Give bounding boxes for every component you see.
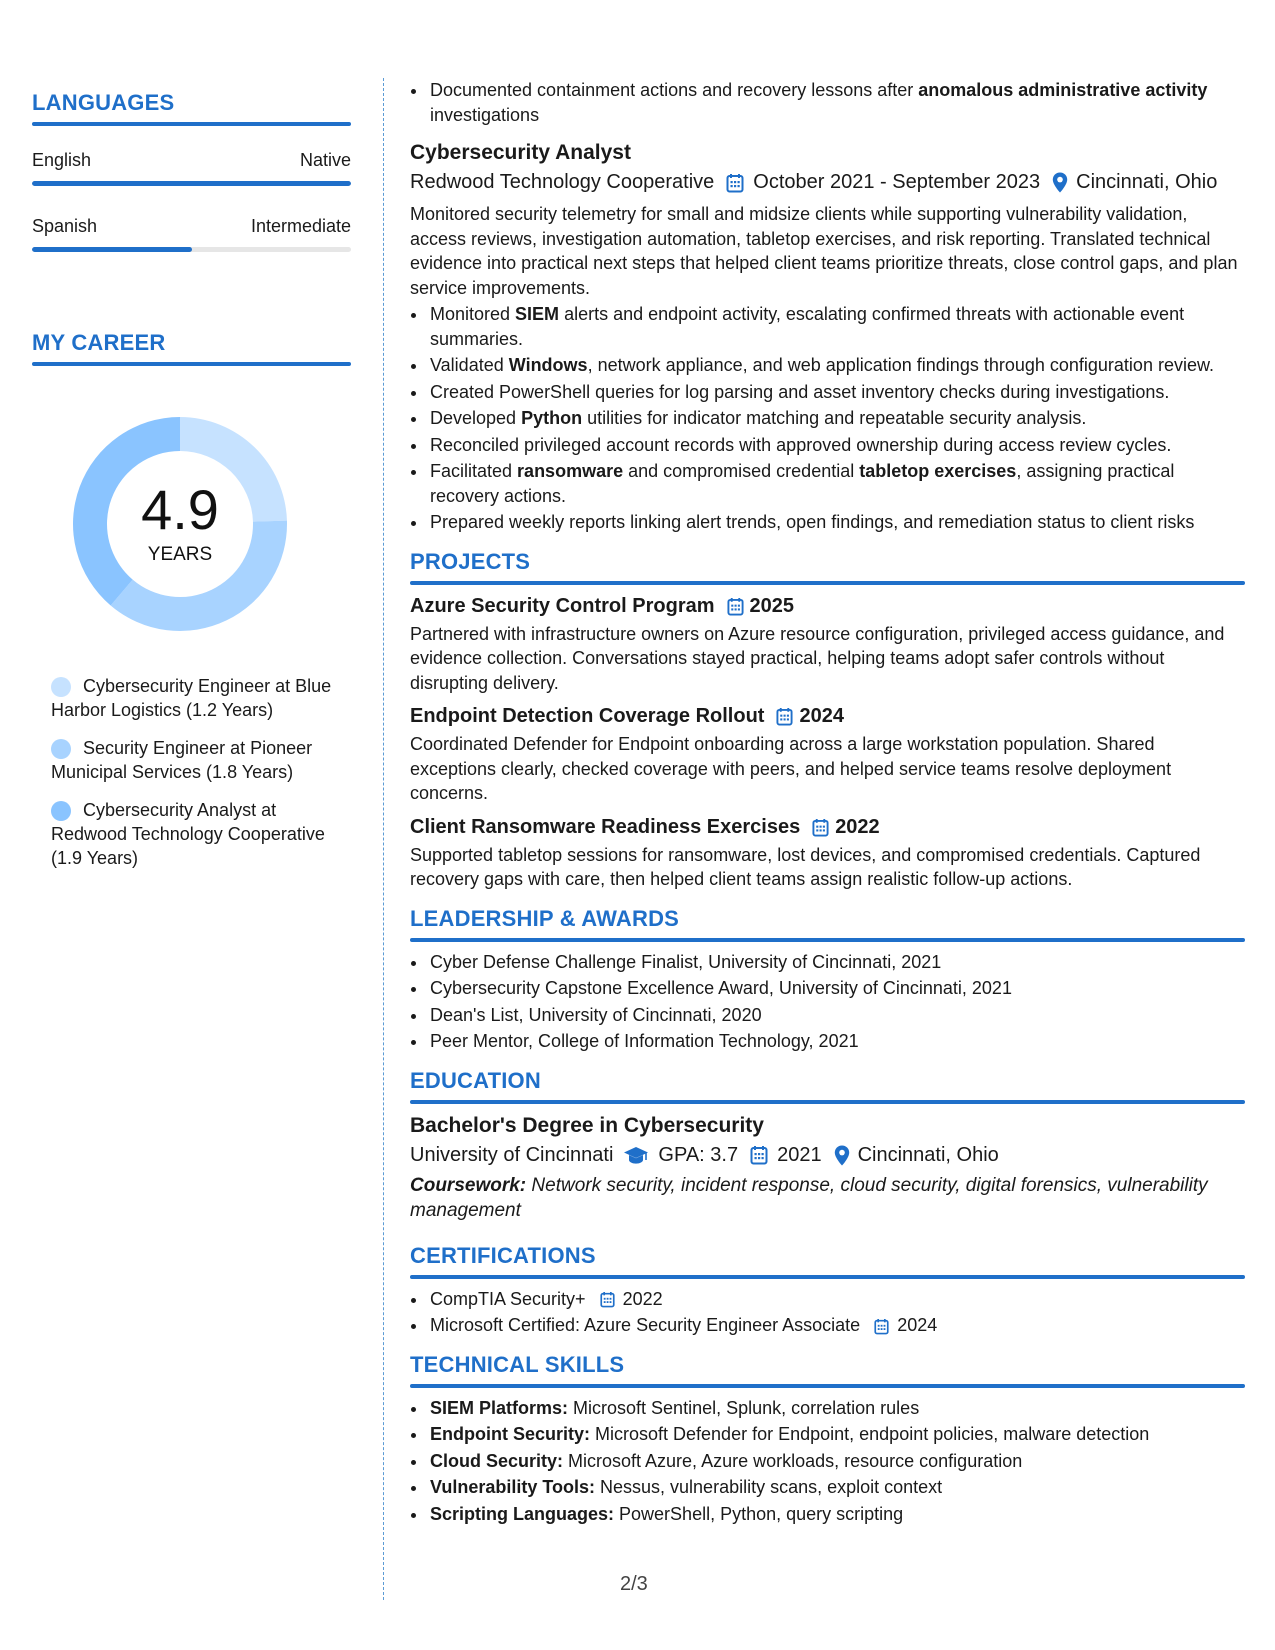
bullet-text: , assigning practical recovery actions. <box>430 461 1175 506</box>
languages-section <box>32 90 351 252</box>
bullet-bold: Windows <box>508 355 588 375</box>
language-level-fill <box>32 181 351 186</box>
legend-dot <box>51 801 71 821</box>
skill-item <box>428 1422 1245 1447</box>
skill-label: Scripting Languages: <box>430 1503 615 1524</box>
project-description: Supported tabletop sessions for ransomware, lost devices, and compromised credentials. Captured recovery gaps with care, then helped client teams assign realistic follow-up actions. <box>410 844 1201 889</box>
degree-title: Bachelor's Degree in Cybersecurity <box>410 1113 764 1137</box>
projects-title: PROJECTS <box>410 548 531 574</box>
experience-bullet <box>428 406 1245 431</box>
graduation-year: 2021 <box>777 1143 822 1166</box>
gpa: GPA: 3.7 <box>658 1143 739 1166</box>
bullet-text: Developed <box>430 408 522 428</box>
bullet-text: Facilitated <box>430 461 518 481</box>
bullet-text: Created PowerShell queries for log parsing and asset inventory checks during investigations. <box>430 381 1170 402</box>
career-legend-item <box>51 736 351 784</box>
awards-title: LEADERSHIP & AWARDS <box>410 905 680 931</box>
page-number: 2/3 <box>620 1573 648 1595</box>
career-legend-item <box>51 674 351 722</box>
project-header <box>410 705 1245 728</box>
location-pin-icon <box>834 1145 850 1166</box>
project-item <box>410 595 1245 696</box>
sidebar <box>32 90 351 884</box>
calendar-icon <box>776 707 793 726</box>
award-item: • Peer Mentor, College of Information Technology, 2021 <box>428 1029 1245 1054</box>
career-total-unit: YEARS <box>147 544 213 565</box>
language-name: Spanish <box>32 216 98 236</box>
bullet-text: investigations <box>430 104 540 125</box>
calendar-icon <box>750 1145 768 1165</box>
bullet-bold: Python <box>521 408 583 428</box>
section-rule <box>410 1100 1245 1104</box>
award-item: • Dean's List, University of Cincinnati, 2020 <box>428 1003 1245 1028</box>
project-name: Endpoint Detection Coverage Rollout <box>410 705 765 727</box>
skills-title: TECHNICAL SKILLS <box>410 1351 625 1377</box>
experience-bullet <box>428 302 1245 351</box>
bullet-bold: tabletop exercises <box>859 461 1017 481</box>
languages-title: LANGUAGES <box>32 90 175 115</box>
skills-list <box>410 1396 1245 1527</box>
previous-job-bullets <box>410 78 1245 127</box>
calendar-icon <box>726 173 744 193</box>
career-legend-label: Cybersecurity Analyst at Redwood Technology Cooperative (1.9 Years) <box>51 800 325 868</box>
education-section <box>410 1068 1245 1223</box>
bullet-text: Prepared weekly reports linking alert trends, open findings, and remediation status to client risks <box>430 512 1195 532</box>
language-level: Intermediate <box>250 216 351 236</box>
calendar-icon <box>874 1318 889 1335</box>
experience-bullet <box>428 78 1245 127</box>
section-rule <box>410 1384 1245 1388</box>
language-level: Native <box>299 150 351 170</box>
skills-section <box>410 1352 1245 1527</box>
bullet-text: Validated <box>430 355 509 375</box>
language-item <box>32 216 351 252</box>
certification-item <box>428 1313 1245 1338</box>
certifications-list <box>410 1287 1245 1338</box>
skill-item <box>428 1449 1245 1474</box>
bullet-bold: anomalous administrative activity <box>918 80 1208 100</box>
bullet-text: Reconciled privileged account records with approved ownership during access review cycles. <box>430 434 1172 455</box>
coursework-label: Coursework: <box>410 1174 527 1196</box>
certification-year: 2024 <box>897 1315 938 1335</box>
experience-bullet <box>428 510 1245 535</box>
certification-name: Microsoft Certified: Azure Security Engineer Associate <box>430 1315 861 1335</box>
main-column <box>410 78 1245 1528</box>
project-name: Azure Security Control Program <box>410 594 715 617</box>
skill-item <box>428 1502 1245 1527</box>
certifications-section <box>410 1243 1245 1338</box>
project-header <box>410 816 1245 839</box>
experience-bullet <box>428 380 1245 405</box>
section-rule <box>410 581 1245 585</box>
language-item <box>32 150 351 186</box>
language-name: English <box>32 150 92 170</box>
projects-section <box>410 549 1245 892</box>
experience-bullet <box>428 433 1245 458</box>
calendar-icon <box>727 597 744 616</box>
certification-year: 2022 <box>622 1288 663 1309</box>
certifications-title: CERTIFICATIONS <box>410 1242 596 1268</box>
location-pin-icon <box>1052 172 1068 193</box>
bullet-text: , network appliance, and web application findings through configuration review. <box>587 355 1214 375</box>
section-rule <box>410 938 1245 942</box>
career-legend-label: Security Engineer at Pioneer Municipal Services (1.8 Years) <box>51 738 313 782</box>
section-rule <box>32 122 351 126</box>
project-header <box>410 595 1245 618</box>
career-legend-item <box>51 798 351 870</box>
bullet-text: alerts and endpoint activity, escalating confirmed threats with actionable event summaries. <box>430 304 1185 349</box>
job-meta <box>410 171 1245 194</box>
bullet-text: Documented containment actions and recovery lessons after <box>430 80 919 100</box>
language-level-bar <box>32 247 351 252</box>
project-item <box>410 816 1245 892</box>
coursework-text: Network security, incident response, cloud security, digital forensics, vulnerability management <box>410 1174 1208 1221</box>
education-meta <box>410 1144 1245 1167</box>
career-legend-label: Cybersecurity Engineer at Blue Harbor Logistics (1.2 Years) <box>51 676 332 720</box>
donut-center <box>66 410 294 638</box>
career-donut-chart <box>66 410 294 638</box>
job-title: Cybersecurity Analyst <box>410 141 631 164</box>
awards-list <box>410 950 1245 1054</box>
job-bullets <box>410 302 1245 535</box>
bullet-text: Monitored <box>430 304 516 324</box>
legend-dot <box>51 739 71 759</box>
project-year: 2024 <box>799 705 844 727</box>
skill-label: Cloud Security: <box>430 1450 564 1471</box>
section-rule <box>410 1275 1245 1279</box>
skill-label: Vulnerability Tools: <box>430 1477 596 1497</box>
bullet-bold: ransomware <box>517 461 624 481</box>
project-description: Coordinated Defender for Endpoint onboarding across a large workstation population. Shared exceptions clearly, checked coverage with peers, and helped service teams resolve deployment concerns. <box>410 734 1172 803</box>
column-divider <box>383 78 384 1600</box>
school-name: University of Cincinnati <box>410 1143 614 1166</box>
project-year: 2025 <box>749 594 795 617</box>
skill-value: Microsoft Sentinel, Splunk, correlation rules <box>568 1397 920 1418</box>
job-company: Redwood Technology Cooperative <box>410 171 715 193</box>
calendar-icon <box>812 818 829 837</box>
career-section <box>32 330 351 870</box>
skill-label: Endpoint Security: <box>430 1424 591 1444</box>
job-summary: Monitored security telemetry for small and midsize clients while supporting vulnerability validation, access reviews, investigation automation, tabletop exercises, and risk reporting. Translated technical evidence into practical next steps that helped client teams prioritize threats, close control gaps, and plan service improvements. <box>410 204 1238 298</box>
award-item: • Cybersecurity Capstone Excellence Award, University of Cincinnati, 2021 <box>428 976 1245 1001</box>
certification-name: CompTIA Security+ <box>430 1288 586 1309</box>
coursework <box>410 1173 1245 1223</box>
skill-value: Microsoft Azure, Azure workloads, resource configuration <box>563 1450 1023 1471</box>
legend-dot <box>51 677 71 697</box>
career-title: MY CAREER <box>32 330 166 355</box>
skill-label: SIEM Platforms: <box>430 1397 569 1418</box>
job-location: Cincinnati, Ohio <box>1076 171 1218 193</box>
language-level-fill <box>32 247 192 252</box>
skill-value: Microsoft Defender for Endpoint, endpoint policies, malware detection <box>590 1424 1150 1444</box>
project-name: Client Ransomware Readiness Exercises <box>410 815 801 838</box>
section-rule <box>32 362 351 366</box>
education-title: EDUCATION <box>410 1067 541 1093</box>
skill-item <box>428 1396 1245 1421</box>
certification-item <box>428 1287 1245 1312</box>
experience-section <box>410 78 1245 535</box>
skill-value: Nessus, vulnerability scans, exploit context <box>595 1477 943 1497</box>
job-dates: October 2021 - September 2023 <box>753 171 1041 193</box>
education-location: Cincinnati, Ohio <box>857 1143 999 1166</box>
skill-item <box>428 1475 1245 1500</box>
experience-bullet <box>428 353 1245 378</box>
bullet-bold: SIEM <box>515 304 560 324</box>
graduation-cap-icon <box>623 1146 649 1165</box>
project-item <box>410 705 1245 806</box>
skill-value: PowerShell, Python, query scripting <box>614 1503 904 1524</box>
language-level-bar <box>32 181 351 186</box>
career-total-years: 4.9 <box>141 478 219 541</box>
award-item: • Cyber Defense Challenge Finalist, University of Cincinnati, 2021 <box>428 950 1245 975</box>
bullet-text: and compromised credential <box>623 461 860 481</box>
project-year: 2022 <box>835 815 880 838</box>
bullet-text: utilities for indicator matching and repeatable security analysis. <box>582 408 1087 428</box>
calendar-icon <box>600 1291 615 1308</box>
project-description: Partnered with infrastructure owners on Azure resource configuration, privileged access guidance, and evidence collection. Conversations stayed practical, helping teams adopt safer controls without disrupting delivery. <box>410 623 1225 693</box>
awards-section <box>410 906 1245 1054</box>
career-legend <box>32 674 351 870</box>
experience-bullet <box>428 459 1245 508</box>
